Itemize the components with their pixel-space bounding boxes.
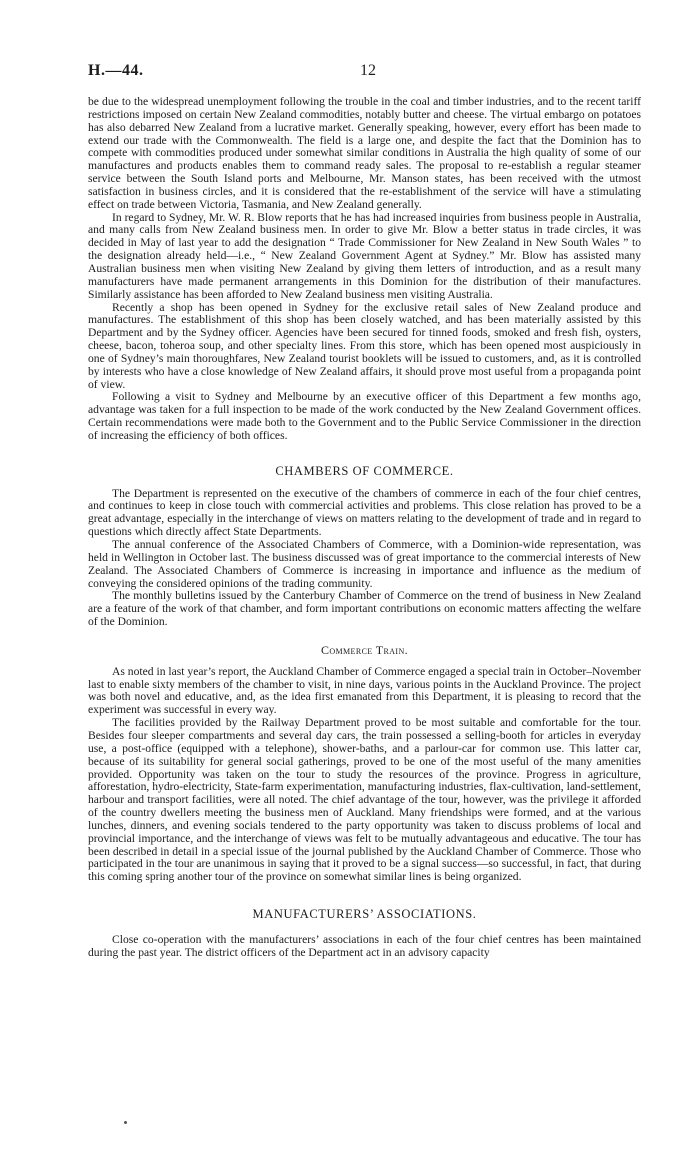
paragraph: be due to the widespread unemployment following the trouble in the coal and timber industries, and to the recent tariff restrictions imposed on certain New Zealand commodities, notably butter and cheese. The virtual embargo on potatoes has also debarred New Zealand from a lucrative market. Generally speaking, however, every effort has been made to extend our trade with the Commonwealth. The field is a large one, and despite the fact that the Dominion has to compete with commodities produced under somewhat similar conditions in Australia the high quality of some of our manufactures and products enables them to command ready sales. The proposal to re-establish a regular steamer service between the South Island ports and Melbourne, Mr. Manson states, has been received with the utmost satisfaction in business circles, and it is considered that the re-establishment of the service will have a stimulating effect on trade between Victoria, Tasmania, and New Zealand generally. [88, 95, 641, 211]
page-number: 12 [360, 62, 376, 79]
paragraph: Following a visit to Sydney and Melbourne by an executive officer of this Department a few months ago, advantage was taken for a full inspection to be made of the work conducted by the New Zealand Government offices. Certain recommendations were made both to the Government and to the Public Service Commissioner in the direction of increasing the efficiency of both offices. [88, 390, 641, 442]
paragraph: As noted in last year’s report, the Auckland Chamber of Commerce engaged a special train in October–November last to enable sixty members of the chamber to visit, in nine days, various points in the Auckland Province. The project was both novel and educative, and, as the idea first emanated from this Department, it is pleasing to record that the experiment was successful in every way. [88, 664, 641, 717]
paragraph: Close co-operation with the manufacturers’ associations in each of the four chief centres has been maintained during the past year. The district officers of the Department act in an advisory capacity [88, 932, 641, 959]
paragraph: In regard to Sydney, Mr. W. R. Blow reports that he has had increased inquiries from business people in Australia, and many calls from New Zealand business men. In order to give Mr. Blow a better status in trade circles, it was decided in May of last year to add the designation “ Trade Commissioner for New Zealand in New South Wales ” to the designation already held—i.e., “ New Zealand Government Agent at Sydney.” Mr. Blow has assisted many Australian business men when visiting New Zealand by giving them letters of introduction, and as a result many manufacturers have made permanent arrangements in this Dominion for the distribution of their manufactures. Similarly assistance has been afforded to New Zealand business men visiting Australia. [88, 210, 641, 301]
ink-speck [124, 1121, 127, 1124]
section-heading-manufacturers: MANUFACTURERS’ ASSOCIATIONS. [252, 907, 477, 922]
subheading-commerce-train: Commerce Train. [320, 642, 409, 657]
paragraph: The annual conference of the Associated Chambers of Commerce, with a Dominion-wide representation, was held in Wellington in October last. The business discussed was of great importance to the commercial interests of New Zealand. The Associated Chambers of Commerce is increasing in importance and influence as the medium of conveying the considered opinions of the trading community. [88, 538, 641, 590]
paragraph: The facilities provided by the Railway Department proved to be most suitable and comfortable for the tour. Besides four sleeper compartments and several day cars, the train possessed a selling-booth for articles in everyday use, a post-office (equipped with a telephone), shower-baths, and a parlour-car for common use. This latter car, because of its suitability for general social gatherings, proved to be one of the most useful of the many amenities provided. Opportunity was taken on the tour to study the resources of the province. Progress in agriculture, afforestation, hydro-electricity, State-farm experimentation, manufacturing industries, flax-cultivation, land-settlement, harbour and transport facilities, were all noted. The chief advantage of the tour, however, was the privilege it afforded of the country dwellers meeting the business men of Auckland. Many friendships were formed, and at the various lunches, dinners, and evening socials tendered to the party opportunity was taken to discuss problems of local and provincial importance, and the interchange of views was felt to be mutually advantageous and educative. The tour has been described in detail in a special issue of the journal published by the Auckland Chamber of Commerce. Those who participated in the tour are unanimous in saying that it proved to be a signal success—so successful, in fact, that during this coming spring another tour of the province on somewhat similar lines is being organized. [88, 716, 641, 884]
report-reference: H.—44. [88, 62, 144, 79]
paragraph: Recently a shop has been opened in Sydney for the exclusive retail sales of New Zealand produce and manufactures. The establishment of this shop has been closely watched, and has been materially assisted by this Department and by the Sydney officer. Agencies have been secured for tinned foods, smoked and fresh fish, oysters, cheese, bacon, toheroa soup, and other specialty lines. From this store, which has been opened most auspiciously in one of Sydney’s main thoroughfares, New Zealand tourist booklets will be issued to customers, and, as it is controlled by interests who have a close knowledge of New Zealand affairs, it should prove most useful from a propaganda point of view. [88, 300, 641, 391]
paragraph: The Department is represented on the executive of the chambers of commerce in each of the four chief centres, and continues to keep in close touch with commercial activities and problems. This close relation has proved to be a great advantage, especially in the interchange of views on matters relating to the development of trade and in regard to questions which directly affect State Departments. [88, 486, 641, 539]
body-text [88, 96, 641, 960]
section-heading-chambers: CHAMBERS OF COMMERCE. [275, 463, 454, 478]
page-header [88, 62, 648, 82]
paragraph: The monthly bulletins issued by the Canterbury Chamber of Commerce on the trend of business in New Zealand are a feature of the work of that chamber, and form important contributions on economic matters affecting the welfare of the Dominion. [88, 589, 641, 629]
